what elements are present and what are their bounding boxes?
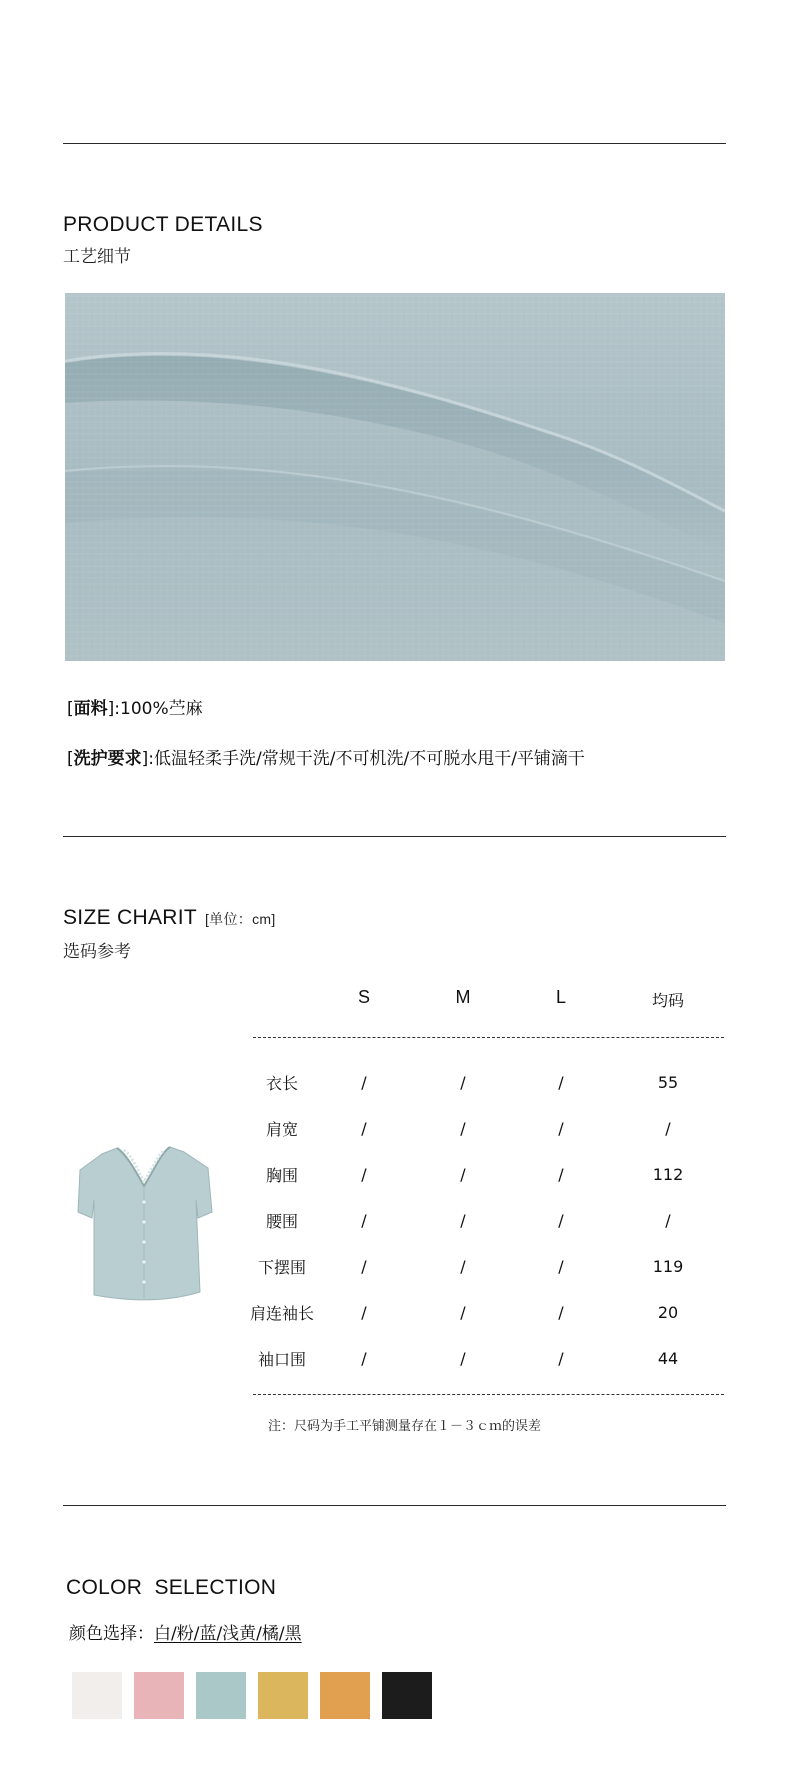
color-swatch[interactable] bbox=[382, 1672, 432, 1719]
color-swatch[interactable] bbox=[258, 1672, 308, 1719]
product-details-subtitle: 工艺细节 bbox=[63, 247, 131, 267]
size-cell: / bbox=[665, 1119, 671, 1138]
size-cell: / bbox=[361, 1119, 367, 1138]
size-cell: 119 bbox=[652, 1257, 684, 1276]
fabric-closeup-image bbox=[65, 293, 725, 661]
size-row-label: 衣长 bbox=[265, 1074, 298, 1093]
size-cell: / bbox=[460, 1165, 466, 1184]
size-cell: / bbox=[460, 1349, 466, 1368]
color-selection-title: COLOR SELECTION bbox=[66, 1576, 277, 1599]
color-swatch[interactable] bbox=[72, 1672, 122, 1719]
color-swatch[interactable] bbox=[320, 1672, 370, 1719]
size-cell: / bbox=[460, 1257, 466, 1276]
size-chart-subtitle: 选码参考 bbox=[63, 942, 131, 962]
divider-middle bbox=[63, 836, 726, 837]
care-label: 洗护要求 bbox=[73, 749, 142, 769]
size-cell: / bbox=[460, 1073, 466, 1092]
size-row-label: 肩宽 bbox=[265, 1120, 298, 1139]
size-chart-title bbox=[63, 906, 276, 930]
size-row-label: 下摆围 bbox=[257, 1258, 306, 1277]
color-options-line bbox=[69, 1619, 302, 1644]
fabric-spec: [面料]:100%苎麻 bbox=[67, 699, 203, 719]
size-cell: / bbox=[558, 1119, 564, 1138]
size-cell: / bbox=[558, 1211, 564, 1230]
size-cell: / bbox=[558, 1303, 564, 1322]
size-cell: / bbox=[558, 1165, 564, 1184]
size-cell: 55 bbox=[657, 1073, 679, 1092]
size-unit: [单位：cm] bbox=[204, 911, 276, 927]
size-cell: / bbox=[460, 1119, 466, 1138]
table-divider-bottom bbox=[253, 1394, 724, 1395]
color-list: 白/粉/蓝/浅黄/橘/黑 bbox=[154, 1624, 302, 1644]
size-cell: / bbox=[361, 1211, 367, 1230]
size-cell: 20 bbox=[657, 1303, 679, 1322]
care-value: :低温轻柔手洗/常规干洗/不可机洗/不可脱水甩干/平铺滴干 bbox=[148, 749, 585, 769]
size-cell: / bbox=[361, 1257, 367, 1276]
size-cell: / bbox=[361, 1073, 367, 1092]
size-row-label: 胸围 bbox=[265, 1166, 298, 1185]
color-swatch[interactable] bbox=[196, 1672, 246, 1719]
size-column-header: M bbox=[455, 987, 471, 1007]
size-cell: 44 bbox=[657, 1349, 679, 1368]
table-divider-top bbox=[253, 1037, 724, 1038]
size-note: 注：尺码为手工平铺测量存在１－３ｃｍ的误差 bbox=[268, 1419, 542, 1434]
care-spec: [洗护要求]:低温轻柔手洗/常规干洗/不可机洗/不可脱水甩干/平铺滴干 bbox=[67, 749, 585, 769]
size-cell: 112 bbox=[652, 1165, 684, 1184]
fabric-value: :100%苎麻 bbox=[114, 699, 203, 719]
size-cell: / bbox=[558, 1349, 564, 1368]
blouse-image bbox=[72, 1140, 217, 1305]
size-column-header: S bbox=[357, 987, 370, 1007]
size-cell: / bbox=[460, 1303, 466, 1322]
size-chart-title-text: SIZE CHARIT bbox=[63, 906, 197, 929]
color-label: 颜色选择： bbox=[69, 1624, 154, 1644]
size-row-label: 肩连袖长 bbox=[249, 1304, 314, 1323]
divider-top bbox=[63, 143, 726, 144]
color-swatch[interactable] bbox=[134, 1672, 184, 1719]
size-cell: / bbox=[361, 1303, 367, 1322]
size-cell: / bbox=[460, 1211, 466, 1230]
size-row-label: 腰围 bbox=[265, 1212, 298, 1231]
size-cell: / bbox=[558, 1257, 564, 1276]
divider-bottom bbox=[63, 1505, 726, 1506]
size-cell: / bbox=[558, 1073, 564, 1092]
product-details-title: PRODUCT DETAILS bbox=[63, 213, 263, 236]
size-column-header: 均码 bbox=[651, 993, 684, 1010]
size-cell: / bbox=[361, 1349, 367, 1368]
size-cell: / bbox=[665, 1211, 671, 1230]
size-row-label: 袖口围 bbox=[257, 1350, 306, 1369]
size-column-header: L bbox=[555, 987, 566, 1007]
fabric-label: 面料 bbox=[73, 699, 108, 719]
size-cell: / bbox=[361, 1165, 367, 1184]
